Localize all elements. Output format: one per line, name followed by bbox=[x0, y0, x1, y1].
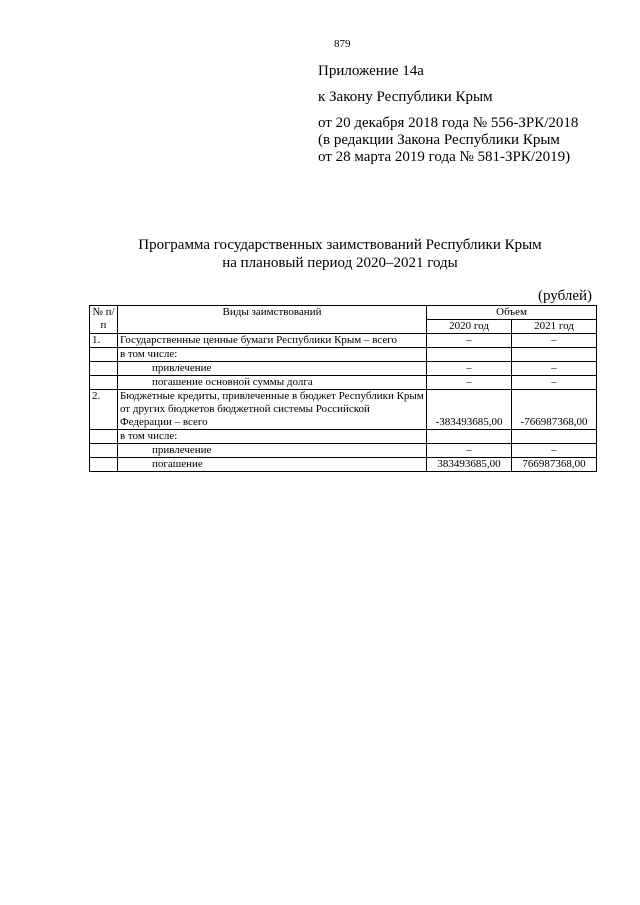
appendix-edition-line: (в редакции Закона Республики Крым bbox=[318, 132, 560, 148]
row-value-2020 bbox=[427, 430, 512, 444]
document-title bbox=[0, 236, 640, 272]
row-value-2020: – bbox=[427, 334, 512, 348]
appendix-law-date bbox=[318, 115, 578, 166]
row-value-2020: -383493685,00 bbox=[427, 390, 512, 430]
document-title-line-2: на плановый период 2020–2021 годы bbox=[222, 255, 458, 271]
row-value-2021: – bbox=[512, 376, 597, 390]
row-number bbox=[90, 458, 118, 472]
row-value-2020: – bbox=[427, 362, 512, 376]
page-number: 879 bbox=[334, 38, 351, 50]
row-value-2021 bbox=[512, 430, 597, 444]
row-value-2021: – bbox=[512, 334, 597, 348]
header-year-2021: 2021 год bbox=[512, 320, 597, 334]
table-header-row bbox=[90, 306, 597, 320]
appendix-law-date-line: от 20 декабря 2018 года № 556-ЗРК/2018 bbox=[318, 115, 579, 131]
appendix-title: Приложение 14а bbox=[318, 63, 424, 79]
row-value-2020: – bbox=[427, 376, 512, 390]
row-number bbox=[90, 430, 118, 444]
row-value-2020: – bbox=[427, 444, 512, 458]
table-row bbox=[90, 430, 597, 444]
unit-label: (рублей) bbox=[538, 288, 593, 304]
document-title-line-1: Программа государственных заимствований Республики Крым bbox=[138, 237, 542, 253]
row-name: погашение bbox=[117, 458, 426, 472]
row-name: Государственные ценные бумаги Республики Крым – всего bbox=[117, 334, 426, 348]
row-name: Бюджетные кредиты, привлеченные в бюджет Республики Крым от других бюджетов бюджетной системы Российской Федерации – всего bbox=[117, 390, 426, 430]
table-row bbox=[90, 458, 597, 472]
row-value-2021 bbox=[512, 348, 597, 362]
row-value-2021: – bbox=[512, 362, 597, 376]
row-value-2021: -766987368,00 bbox=[512, 390, 597, 430]
row-name: в том числе: bbox=[117, 430, 426, 444]
row-value-2020: 383493685,00 bbox=[427, 458, 512, 472]
row-number bbox=[90, 348, 118, 362]
row-value-2021: 766987368,00 bbox=[512, 458, 597, 472]
table-row bbox=[90, 348, 597, 362]
row-value-2020 bbox=[427, 348, 512, 362]
row-name: в том числе: bbox=[117, 348, 426, 362]
header-volume: Объем bbox=[427, 306, 597, 320]
table-row bbox=[90, 444, 597, 458]
borrowing-program-table bbox=[89, 305, 597, 472]
table-row bbox=[90, 376, 597, 390]
row-value-2021: – bbox=[512, 444, 597, 458]
row-number bbox=[90, 362, 118, 376]
appendix-edition-date-line: от 28 марта 2019 года № 581-ЗРК/2019) bbox=[318, 149, 571, 165]
row-number: 2. bbox=[90, 390, 118, 430]
table-row bbox=[90, 362, 597, 376]
table-row bbox=[90, 334, 597, 348]
header-year-2020: 2020 год bbox=[427, 320, 512, 334]
row-number bbox=[90, 444, 118, 458]
row-number: 1. bbox=[90, 334, 118, 348]
row-name: привлечение bbox=[117, 362, 426, 376]
row-name: привлечение bbox=[117, 444, 426, 458]
row-name: погашение основной суммы долга bbox=[117, 376, 426, 390]
row-number bbox=[90, 376, 118, 390]
table-row bbox=[90, 390, 597, 430]
appendix-law-reference: к Закону Республики Крым bbox=[318, 89, 493, 105]
header-borrowing-type: Виды заимствований bbox=[117, 306, 426, 334]
header-number: № п/п bbox=[90, 306, 118, 334]
